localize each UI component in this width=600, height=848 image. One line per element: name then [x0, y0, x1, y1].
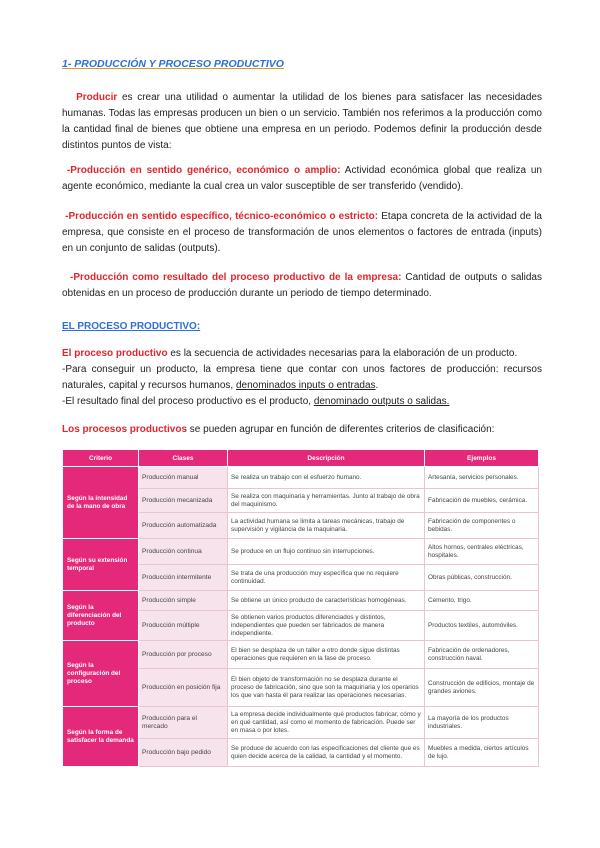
class-cell: Producción múltiple: [139, 611, 228, 641]
description-cell: Se realiza con maquinaria y herramientas. Junto al trabajo de obra del maquinismo.: [228, 489, 425, 513]
table-header-row: [63, 450, 539, 467]
process-term: El proceso productivo: [62, 348, 168, 359]
description-cell: El bien se desplaza de un taller a otro donde sigue distintas operaciones que requieren en la fase de proceso.: [228, 641, 425, 669]
description-cell: Se trata de una producción muy específica que no requiere continuidad.: [228, 565, 425, 591]
class-cell: Producción simple: [139, 591, 228, 611]
example-cell: Productos textiles, automóviles.: [425, 611, 539, 641]
example-cell: Fabricación de componentes o bebidas.: [425, 513, 539, 539]
criterion-cell: Según la diferenciación del producto: [63, 591, 139, 641]
viewpoint-text: Actividad económica global que realiza un agente económico, mediante la cual crea un valor susceptible de ser transferido (vendido).: [62, 165, 542, 192]
process-line3: -El resultado final del proceso productivo es el producto,: [62, 396, 314, 407]
example-cell: Fabricación de ordenadores, construcción naval.: [425, 641, 539, 669]
grouping-paragraph: [62, 422, 542, 438]
example-cell: La mayoría de los productos industriales.: [425, 707, 539, 739]
class-cell: Producción automatizada: [139, 513, 228, 539]
page-title: [62, 58, 284, 70]
viewpoint-term: -Producción en sentido genérico, económico o amplio:: [66, 165, 341, 176]
class-cell: Producción para el mercado: [139, 707, 228, 739]
example-cell: Construcción de edificios, montaje de grandes aviones.: [425, 669, 539, 707]
header-clases: Clases: [139, 450, 228, 467]
table-row: [63, 591, 539, 611]
description-cell: La empresa decide individualmente qué productos fabricar, cómo y en qué cantidad, así como el momento de fabricación. Puede ser en masa o por lotes.: [228, 707, 425, 739]
table-row: [63, 539, 539, 565]
criterion-cell: Según la configuración del proceso: [63, 641, 139, 707]
viewpoint-term: -Producción como resultado del proceso productivo de la empresa:: [69, 272, 402, 283]
example-cell: Artesanía, servicios personales.: [425, 467, 539, 489]
description-cell: Se produce de acuerdo con las especificaciones del cliente que es quien decide acerca de la calidad, la cantidad y el momento.: [228, 739, 425, 767]
criterion-cell: Según la forma de satisfacer la demanda: [63, 707, 139, 767]
class-cell: Producción bajo pedido: [139, 739, 228, 767]
process-line2-end: .: [375, 380, 379, 391]
grouping-text: se pueden agrupar en función de diferentes criterios de clasificación:: [187, 424, 495, 435]
header-criterio: Criterio: [63, 450, 139, 467]
class-cell: Producción manual: [139, 467, 228, 489]
process-line2: -Para conseguir un producto, la empresa tiene que contar con unos factores de producción: recursos naturales, capital y recursos humanos,: [62, 364, 542, 391]
grouping-term: Los procesos productivos: [62, 424, 188, 435]
viewpoint-generic: [62, 163, 542, 195]
example-cell: Obras públicas, construcción.: [425, 565, 539, 591]
description-cell: Se realiza un trabajo con el esfuerzo humano.: [228, 467, 425, 489]
classification-table: [62, 449, 539, 767]
process-paragraph: [62, 346, 542, 410]
class-cell: Producción en posición fija: [139, 669, 228, 707]
example-cell: Altos hornos, centrales eléctricas, hospitales.: [425, 539, 539, 565]
viewpoint-result: [62, 270, 542, 302]
title-number: 1-: [62, 58, 72, 70]
section-heading: EL PROCESO PRODUCTIVO:: [62, 321, 201, 332]
class-cell: Producción mecanizada: [139, 489, 228, 513]
class-cell: Producción por proceso: [139, 641, 228, 669]
table-row: [63, 467, 539, 489]
viewpoint-text: Etapa concreta de la actividad de la empresa, que consiste en el proceso de transformación de unos elementos o factores de entrada (inputs) en un conjunto de salidas (outputs).: [62, 211, 542, 254]
title-text: PRODUCCIÓN Y PROCESO PRODUCTIVO: [74, 58, 284, 70]
viewpoint-term: -Producción en sentido específico, técnico-económico o estricto:: [65, 211, 379, 222]
criterion-cell: Según la intensidad de la mano de obra: [63, 467, 139, 539]
example-cell: Muebles a medida, ciertos artículos de lujo.: [425, 739, 539, 767]
description-cell: Se obtiene un único producto de características homogéneas.: [228, 591, 425, 611]
process-text: es la secuencia de actividades necesarias para la elaboración de un producto.: [167, 348, 518, 359]
intro-text: es crear una utilidad o aumentar la utilidad de los bienes para satisfacer las necesidades humanas. Todas las empresas producen un bien o un servicio. También nos referimos a la producción como la cantidad final de bienes que obtiene una empresa en un periodo. Podemos definir la producción desde distintos puntos de vista:: [62, 92, 542, 151]
intro-term: Producir: [76, 92, 118, 103]
description-cell: El bien objeto de transformación no se desplaza durante el proceso de fabricación, sino que son la maquinaria y los operarios los que van hasta él para realizar las operaciones necesarias.: [228, 669, 425, 707]
criterion-cell: Según su extensión temporal: [63, 539, 139, 591]
viewpoint-specific: [62, 209, 542, 257]
intro-paragraph: [62, 90, 542, 154]
header-ejemplos: Ejemplos: [425, 450, 539, 467]
header-descripcion: Descripción: [228, 450, 425, 467]
table-row: [63, 707, 539, 739]
table-row: [63, 641, 539, 669]
description-cell: Se produce en un flujo continuo sin interrupciones.: [228, 539, 425, 565]
description-cell: La actividad humana se limita a tareas mecánicas, trabajo de supervisión y vigilancia de la maquinaria.: [228, 513, 425, 539]
class-cell: Producción intermitente: [139, 565, 228, 591]
description-cell: Se obtienen varios productos diferenciados y distintos, independientes que pueden ser fabricados de manera independiente.: [228, 611, 425, 641]
class-cell: Producción continua: [139, 539, 228, 565]
example-cell: Cemento, trigo.: [425, 591, 539, 611]
viewpoint-text: Cantidad de outputs o salidas obtenidas en un proceso de producción durante un periodo de tiempo determinado.: [62, 272, 542, 299]
example-cell: Fabricación de muebles, cerámica.: [425, 489, 539, 513]
inputs-link: denominados inputs o entradas: [235, 380, 376, 391]
outputs-link: denominado outputs o salidas.: [313, 396, 450, 407]
